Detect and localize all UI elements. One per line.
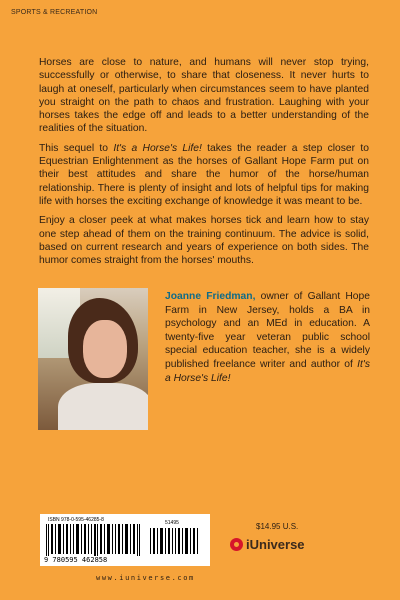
price: $14.95 U.S. <box>256 522 299 531</box>
blurb-p2-suffix: takes the reader a step closer to Equestrian Enlightenment as the horses of Gallant Hope Farm put on their best attitudes and share the humor of the horse/human relationship. There is plenty of insight and lots of helpful tips for making life with horses the exciting exchange of knowledge it was meant to be. <box>39 142 369 207</box>
blurb-paragraph-3: Enjoy a closer peek at what makes horses tick and learn how to stay one step ahead of them on the training continuum. The advice is solid, based on current research and years of experience on both sides. The humor comes straight from the horses' mouths. <box>39 215 369 267</box>
author-bio-text: owner of Gallant Hope Farm in New Jersey, holds a BA in psychology and an MEd in education. A twenty-five year veteran public school special education teacher, she is a widely published freelance writer and author of <box>165 291 370 370</box>
publisher-logo <box>230 537 305 552</box>
photo-shirt <box>58 383 148 430</box>
author-book-title: It's a Horse's Life! <box>165 358 370 384</box>
isbn-label: ISBN 978-0-595-46285-8 <box>48 517 104 523</box>
price-code: 51495 <box>165 520 179 526</box>
author-bio <box>165 290 370 385</box>
author-name: Joanne Friedman, <box>165 291 256 302</box>
photo-face <box>83 320 127 378</box>
blurb-p2-prefix: This sequel to <box>39 142 114 154</box>
blurb-paragraph-2 <box>39 142 369 208</box>
isbn-digits: 9 780595 462858 <box>44 556 108 564</box>
book-title: It's a Horse's Life! <box>113 142 202 154</box>
category-label: SPORTS & RECREATION <box>11 9 98 16</box>
author-photo <box>38 288 148 430</box>
back-cover-blurb <box>39 56 369 273</box>
barcode-bars <box>46 524 204 556</box>
publisher-name: iUniverse <box>246 537 305 552</box>
blurb-paragraph-1: Horses are close to nature, and humans will never stop trying, successfully or otherwise, to share that closeness. It never hurts to laugh at oneself, particularly when circumstances seem to have planted you straight on the path to chaos and frustration. Laughing with your horses takes the edge off and leads to a better understanding of the realities of the situation. <box>39 57 369 135</box>
iuniverse-logo-icon <box>230 538 243 551</box>
isbn-barcode <box>40 514 210 566</box>
publisher-website: www.iuniverse.com <box>96 574 195 582</box>
